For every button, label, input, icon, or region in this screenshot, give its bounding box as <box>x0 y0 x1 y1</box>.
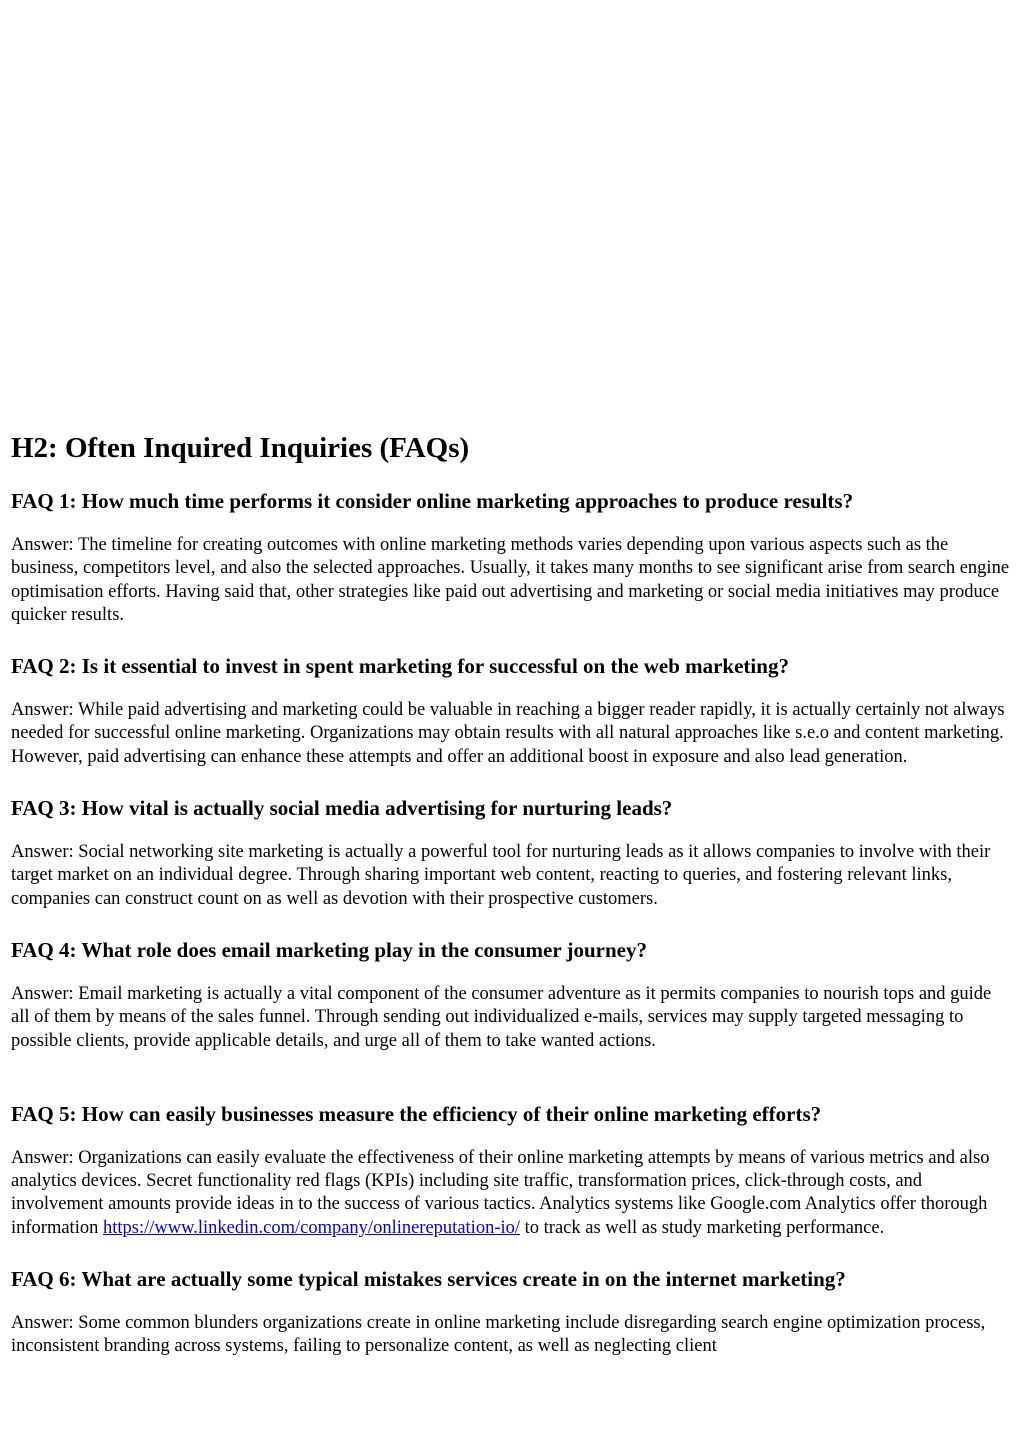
faq-question: FAQ 3: How vital is actually social media advertising for nurturing leads? <box>11 796 673 821</box>
page-title: H2: Often Inquired Inquiries (FAQs) <box>11 432 470 464</box>
faq-answer-text-after-link: to track as well as study marketing performance. <box>520 1217 885 1238</box>
faq-item-1 <box>11 488 1016 627</box>
faq-answer-text-before-link: Answer: Organizations can easily evaluate the effectiveness of their online marketing attempts by means of various metrics and also analytics devices. Secret functionality red flags (KPIs) including site traffic, transformation prices, click-through costs, and involvement amounts provide ideas in to the success of various tactics. Analytics systems like Google.com Analytics offer thorough information <box>11 1147 990 1238</box>
blank-image-area <box>11 0 1016 430</box>
faq-item-3 <box>11 795 1016 911</box>
document-page <box>11 0 1016 1385</box>
faq-question: FAQ 2: Is it essential to invest in spent marketing for successful on the web marketing? <box>11 654 789 679</box>
linkedin-link[interactable]: https://www.linkedin.com/company/onlinereputation-io/ <box>102 1217 521 1238</box>
faq-answer: Answer: Email marketing is actually a vital component of the consumer adventure as it permits companies to nourish tops and guide all of them by means of the sales funnel. Through sending out individualized e-mails, services may supply targeted messaging to possible clients, provide applicable details, and urge all of them to take wanted actions. <box>11 983 992 1051</box>
faq-answer: Answer: The timeline for creating outcomes with online marketing methods varies depending upon various aspects such as the business, competitors level, and also the selected approaches. Usually, it takes many months to see significant arise from search engine optimisation efforts. Having said that, other strategies like paid out advertising and marketing or social media initiatives may produce quicker results. <box>11 535 1010 625</box>
faq-item-6 <box>11 1266 1016 1359</box>
faq-answer <box>11 1147 1016 1240</box>
faq-item-5 <box>11 1101 1016 1240</box>
faq-item-4 <box>11 937 1016 1053</box>
faq-answer: Answer: Some common blunders organizations create in online marketing include disregarding search engine optimization process, inconsistent branding across systems, failing to personalize content, as well as neglecting client <box>11 1313 986 1357</box>
faq-question: FAQ 6: What are actually some typical mistakes services create in on the internet marketing? <box>11 1267 846 1292</box>
faq-answer: Answer: While paid advertising and marketing could be valuable in reaching a bigger reader rapidly, it is actually certainly not always needed for successful online marketing. Organizations may obtain results with all natural approaches like s.e.o and content marketing. However, paid advertising can enhance these attempts and offer an additional boost in exposure and also lead generation. <box>11 700 1005 767</box>
faq-question: FAQ 5: How can easily businesses measure the efficiency of their online marketing efforts? <box>11 1101 822 1126</box>
faq-question: FAQ 1: How much time performs it consider online marketing approaches to produce results? <box>11 489 854 513</box>
faq-question: FAQ 4: What role does email marketing play in the consumer journey? <box>11 937 647 962</box>
faq-item-2 <box>11 653 1016 769</box>
faq-answer: Answer: Social networking site marketing is actually a powerful tool for nurturing leads as it allows companies to involve with their target market on an individual degree. Through sharing important web content, reacting to queries, and fostering relevant links, companies can construct count on as well as devotion with their prospective customers. <box>11 842 991 909</box>
